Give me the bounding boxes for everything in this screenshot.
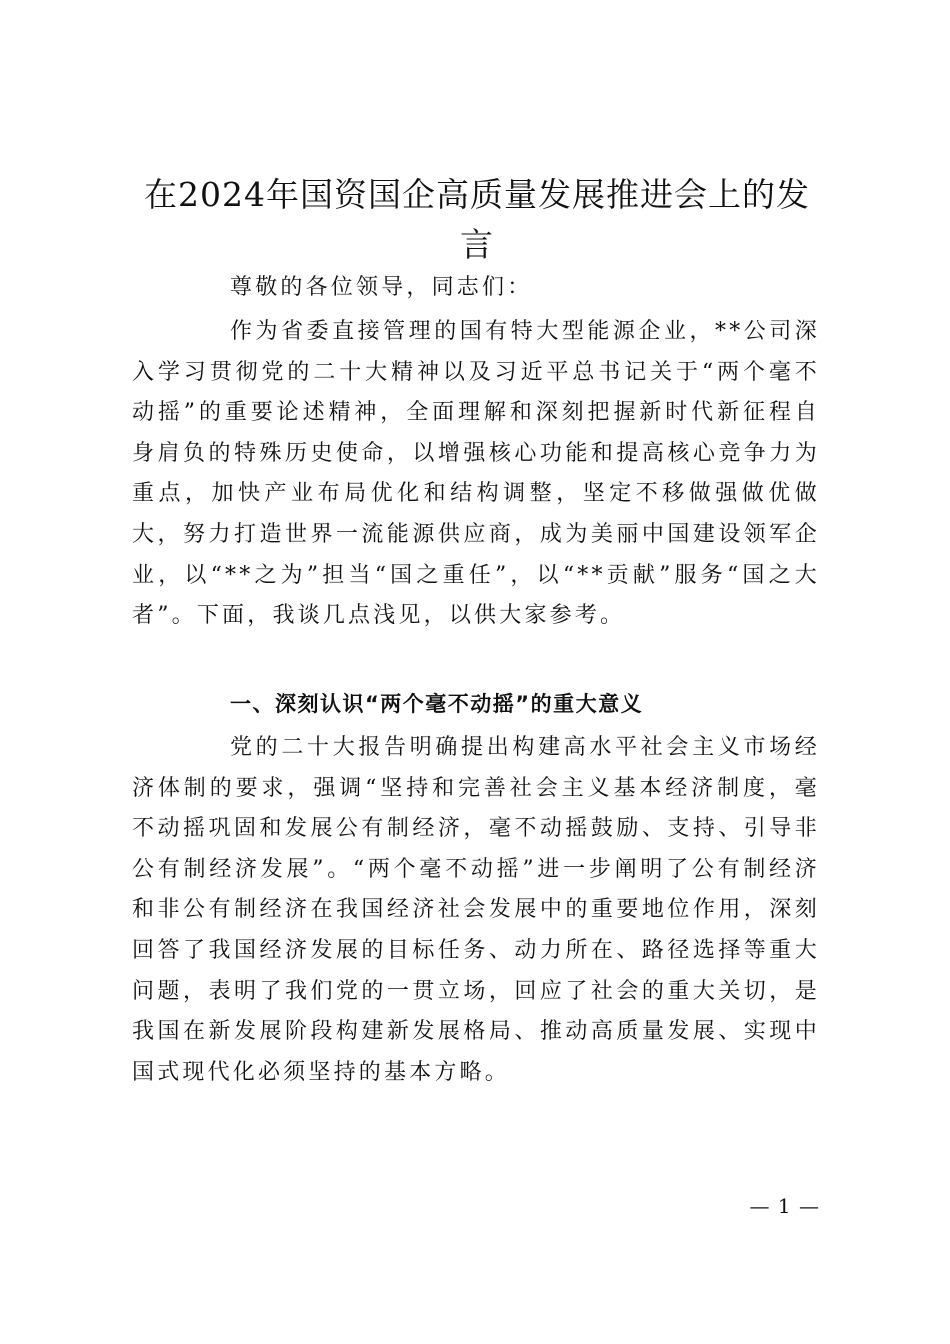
page-title: 在2024年国资国企高质量发展推进会上的发言 [144,175,810,264]
salutation: 尊敬的各位领导，同志们： [230,275,533,300]
section-heading-1: 一、深刻认识“两个毫不动摇”的重大意义 [230,692,644,716]
paragraph-section-1: 党的二十大报告明确提出构建高水平社会主义市场经济体制的要求，强调“坚持和完善社会主义基本经济制度，毫不动摇巩固和发展公有制经济，毫不动摇鼓励、支持、引导非公有制经济发展”。“两个毫不动摇”进一步阐明了公有制经济和非公有制经济在我国经济社会发展中的重要地位作用，深刻回答了我国经济发展的目标任务、动力所在、路径选择等重大问题，表明了我们党的一贯立场，回应了社会的重大关切，是我国在新发展阶段构建新发展格局、推动高质量发展、实现中国式现代化必须坚持的基本方略。 [132,735,820,1085]
page-number: — 1 — [749,1194,820,1218]
paragraph-intro: 作为省委直接管理的国有特大型能源企业，**公司深入学习贯彻党的二十大精神以及习近平总书记关于“两个毫不动摇”的重要论述精神，全面理解和深刻把握新时代新征程自身肩负的特殊历史使命，以增强核心功能和提高核心竞争力为重点，加快产业布局优化和结构调整，坚定不移做强做优做大，努力打造世界一流能源供应商，成为美丽中国建设领军企业，以“**之为”担当“国之重任”，以“**贡献”服务“国之大者”。下面，我谈几点浅见，以供大家参考。 [132,319,820,629]
